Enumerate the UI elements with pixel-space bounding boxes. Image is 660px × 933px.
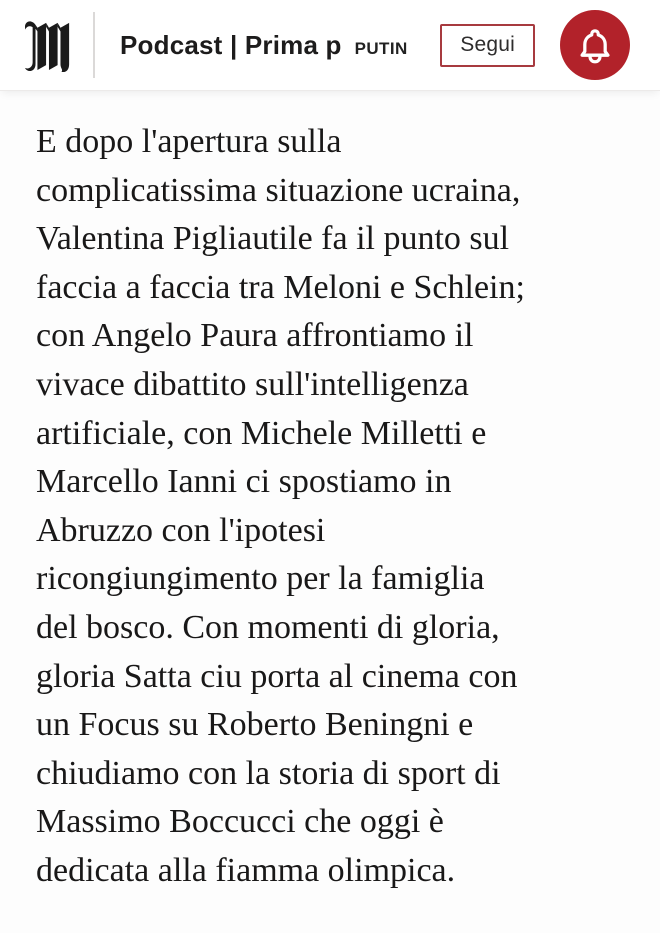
app-header xyxy=(0,0,660,91)
bell-icon xyxy=(574,24,616,66)
page-title: Podcast | Prima p xyxy=(120,29,342,60)
article-line: con Angelo Paura affrontiamo il xyxy=(36,317,474,355)
article-line: Marcello Ianni ci spostiamo in xyxy=(36,463,452,501)
follow-button[interactable]: Segui xyxy=(440,24,535,67)
topic-label: PUTIN xyxy=(354,38,408,58)
article-line: dedicata alla fiamma olimpica. xyxy=(36,851,456,889)
article-line: complicatissima situazione ucraina, xyxy=(36,171,521,209)
article-line: E dopo l'apertura sulla xyxy=(36,123,342,160)
article-line: Valentina Pigliautile fa il punto sul xyxy=(36,220,510,258)
header-divider xyxy=(93,12,95,78)
blackletter-m-icon xyxy=(24,16,72,74)
article-line: Massimo Boccucci che oggi è xyxy=(36,803,444,841)
il-messaggero-logo[interactable] xyxy=(24,16,72,74)
header-titles xyxy=(120,30,408,61)
article-line: gloria Satta ciu porta al cinema con xyxy=(36,657,518,695)
article-line: faccia a faccia tra Meloni e Schlein; xyxy=(36,268,525,306)
notifications-button[interactable] xyxy=(560,10,630,80)
article-line: vivace dibattito sull'intelligenza xyxy=(36,365,469,403)
article-line: ricongiungimento per la famiglia xyxy=(36,560,485,598)
article-line: del bosco. Con momenti di gloria, xyxy=(36,608,500,646)
article-line: artificiale, con Michele Milletti e xyxy=(36,414,487,452)
article-line: un Focus su Roberto Beningni e xyxy=(36,706,474,744)
article-line: chiudiamo con la storia di sport di xyxy=(36,754,501,792)
article-paragraph xyxy=(0,91,660,896)
article-line: Abruzzo con l'ipotesi xyxy=(36,511,326,549)
